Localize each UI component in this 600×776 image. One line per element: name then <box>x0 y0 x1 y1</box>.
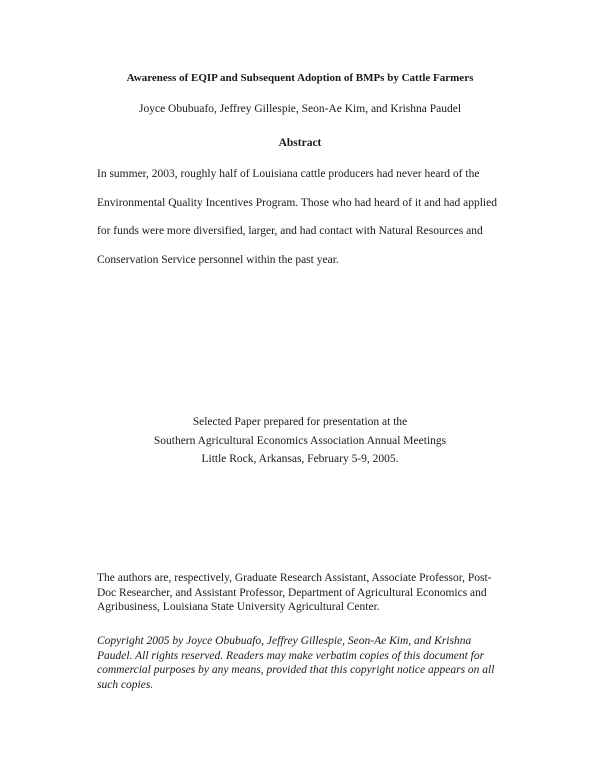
copyright-line: Copyright 2005 by Joyce Obubuafo, Jeffrey Gillespie, Seon-Ae Kim, and Krishna <box>97 635 472 647</box>
presentation-line: Little Rock, Arkansas, February 5-9, 2005. <box>201 453 399 465</box>
presentation-line: Selected Paper prepared for presentation at the <box>192 416 408 428</box>
abstract-body <box>97 167 527 281</box>
copyright-line: commercial purposes by any means, provided that this copyright notice appears on all <box>97 664 495 676</box>
author-affiliation-note <box>97 571 527 615</box>
abstract-line: Conservation Service personnel within the past year. <box>97 253 339 266</box>
affiliation-line: Doc Researcher, and Assistant Professor, Department of Agricultural Economics and <box>97 586 487 599</box>
presentation-line: Southern Agricultural Economics Association Annual Meetings <box>153 434 447 447</box>
author-list: Joyce Obubuafo, Jeffrey Gillespie, Seon-Ae Kim, and Krishna Paudel <box>138 103 462 115</box>
copyright-notice <box>97 634 527 692</box>
presentation-note <box>0 415 600 471</box>
copyright-line: such copies. <box>97 678 154 691</box>
abstract-heading: Abstract <box>278 137 322 149</box>
abstract-line: Environmental Quality Incentives Program. Those who had heard of it and had applied <box>97 196 497 209</box>
abstract-line: In summer, 2003, roughly half of Louisiana cattle producers had never heard of the <box>97 168 480 180</box>
affiliation-line: The authors are, respectively, Graduate Research Assistant, Associate Professor, Post- <box>97 572 492 584</box>
copyright-line: Paudel. All rights reserved. Readers may make verbatim copies of this document for <box>97 649 485 662</box>
paper-title: Awareness of EQIP and Subsequent Adoption of BMPs by Cattle Farmers <box>126 72 474 84</box>
affiliation-line: Agribusiness, Louisiana State University Agricultural Center. <box>97 601 380 613</box>
abstract-line: for funds were more diversified, larger, and had contact with Natural Resources and <box>97 225 483 237</box>
